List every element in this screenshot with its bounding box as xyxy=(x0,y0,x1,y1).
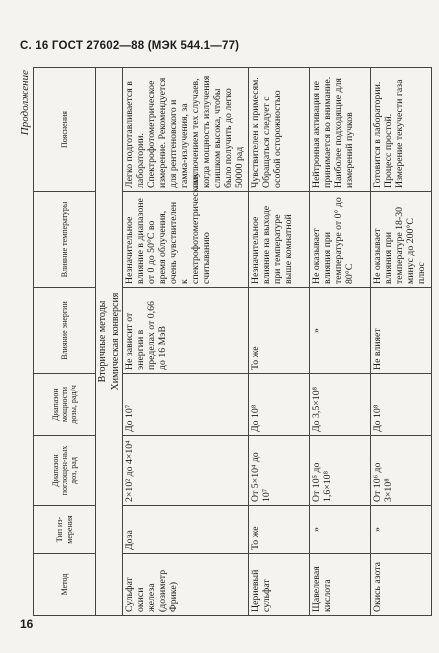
table-row xyxy=(249,68,310,616)
cell-type: » xyxy=(371,506,432,554)
cell-type: » xyxy=(310,506,371,554)
cell-notes: Чувствителен к примесям. Обращаться следует с особой осторожностью xyxy=(249,68,310,192)
cell-method: Цериевый сульфат xyxy=(249,554,310,616)
column-header: Тип из-мерения xyxy=(34,506,96,554)
methods-table xyxy=(33,67,432,616)
rotated-table-block xyxy=(17,68,427,616)
cell-method: Окись азота xyxy=(371,554,432,616)
table-row xyxy=(123,68,249,616)
cell-energy: Не влияет xyxy=(371,288,432,374)
section-title: Вторичные методы xyxy=(96,68,110,616)
column-header: Диапазон мощности дозы, рад/ч xyxy=(34,374,96,436)
cell-temperature: Незначительное влияние в диапазоне от 0 до 50°С во время облучения, очень чувствителен к спектрофотометрическому считыванию xyxy=(123,192,249,288)
cell-type: То же xyxy=(249,506,310,554)
column-header: Влияние температуры xyxy=(34,192,96,288)
page-number: 16 xyxy=(20,617,34,631)
cell-notes: Нейтронная активация не принимается во внимание. Наиболее подходящие для измерений пучков xyxy=(310,68,371,192)
cell-method: Щавелевая кислота xyxy=(310,554,371,616)
cell-method: Сульфат окиси железа (дозиметр Фрике) xyxy=(123,554,249,616)
table-row xyxy=(310,68,371,616)
continuation-label: Продолжение xyxy=(19,70,31,136)
cell-energy: То же xyxy=(249,288,310,374)
subsection-row xyxy=(109,68,123,616)
column-header: Метод xyxy=(34,554,96,616)
column-header: Влияние энергии xyxy=(34,288,96,374)
cell-dose-range: От 10⁵ до 1,6×10⁸ xyxy=(310,436,371,506)
cell-notes: Готовится в лаборатории. Процесс простой. Измерение текучести газа xyxy=(371,68,432,192)
cell-rate-range: До 10⁸ xyxy=(249,374,310,436)
cell-rate-range: До 10⁷ xyxy=(123,374,249,436)
cell-temperature: Не оказывает влияния при температуре 18-30 минус до 200°С плюс xyxy=(371,192,432,288)
cell-dose-range: 2×10² до 4×10⁴ xyxy=(123,436,249,506)
cell-temperature: Незначительное влияние на выходе при температуре выше комнатной xyxy=(249,192,310,288)
cell-energy: Не зависит от энергии в пределах от 0,66 до 16 МэВ xyxy=(123,288,249,374)
cell-energy: » xyxy=(310,288,371,374)
column-header: Пояснения xyxy=(34,68,96,192)
page-header: С. 16 ГОСТ 27602—88 (МЭК 544.1—77) xyxy=(20,40,240,52)
column-header: Диапазон поглощен-ных доз, рад xyxy=(34,436,96,506)
subsection-title: Химическая конверсия xyxy=(109,68,123,616)
cell-temperature: Не оказывает влияния при температуре от 0° до 80°С xyxy=(310,192,371,288)
cell-dose-range: От 10⁶ до 3×10⁸ xyxy=(371,436,432,506)
section-row xyxy=(96,68,110,616)
table-row xyxy=(371,68,432,616)
cell-dose-range: От 5×10⁴ до 10⁷ xyxy=(249,436,310,506)
table-header-row xyxy=(34,68,96,616)
cell-notes: Легко подготавливается в лаборатории. Спектрофотометрическое измерение. Рекомендуется для рентгеновского и гамма-излучения, за исключением тех случаев, когда мощность излучения слишком высока, чтобы было получить до легко 50000 рад xyxy=(123,68,249,192)
cell-type: Доза xyxy=(123,506,249,554)
cell-rate-range: До 3,5×10⁸ xyxy=(310,374,371,436)
cell-rate-range: До 10⁸ xyxy=(371,374,432,436)
